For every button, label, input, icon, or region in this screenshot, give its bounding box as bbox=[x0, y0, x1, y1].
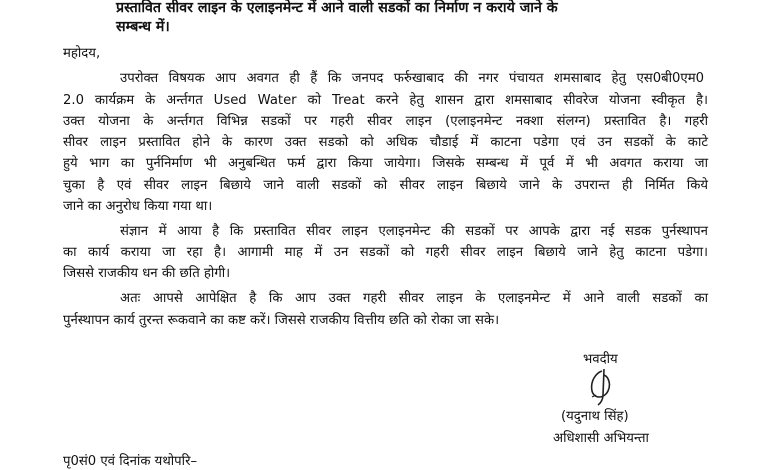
paragraph-2-line-3: जिससे राजकीय धन की छति होगी। bbox=[63, 266, 231, 281]
paragraph-1-line-7: जाने का अनुरोध किया गया था। bbox=[63, 199, 213, 214]
paragraph-1-line-1: उपरोक्त विषयक आप अवगत ही हैं कि जनपद फर्रुखाबाद की नगर पंचायत शमसाबाद हेतु एस0बी0एम0 bbox=[120, 71, 704, 86]
reference-line: पृ0सं0 एवं दिनांक यथोपरि– bbox=[63, 454, 198, 469]
paragraph-3-line-1: अतः आपसे आपेक्षित है कि आप उक्त गहरी सीवर लाइन के एलाइनमेन्ट में आने वाली सडकों का bbox=[120, 291, 708, 306]
paragraph-1-line-5: हुये भाग का पुर्ननिर्माण भी अनुबन्धित फर्म द्वारा किया जायेगा। जिसके सम्बन्ध में पूर्व में भी अवगत कराया जा bbox=[63, 156, 708, 171]
paragraph-1-line-4: सीवर लाइन प्रस्तावित होने के कारण उक्त सडको को अधिक चौडाई में काटना पडेगा एवं उन सडकों के काटे bbox=[63, 135, 708, 150]
paragraph-2-line-1: संज्ञान में आया है कि प्रस्तावित सीवर लाइन एलाइनमेन्ट की सडकों पर आपके द्वारा नई सडक पुर्नस्थापन bbox=[120, 224, 708, 239]
signatory-name: (यदुनाथ सिंह) bbox=[561, 409, 629, 424]
paragraph-1-line-6: चुका है एवं सीवर लाइन बिछाये जाने वाली सडकों को सीवर लाइन बिछाये जाने के उपरान्त ही निर्मित किये bbox=[63, 178, 708, 193]
paragraph-2-line-2: का कार्य कराया जा रहा है। आगामी माह में उन सडकों को गहरी सीवर लाइन बिछाये जाने हेतु काटना पडेगा। bbox=[63, 245, 708, 260]
closing-yours: भवदीय bbox=[583, 352, 618, 367]
salutation: महोदय, bbox=[63, 46, 101, 61]
subject-line-1: प्रस्तावित सीवर लाइन के एलाइनमेन्ट में आने वाली सडकों का निर्माण न कराये जाने के bbox=[116, 0, 558, 16]
signature-mark bbox=[578, 365, 626, 407]
paragraph-1-line-3: उक्त योजना के अर्न्तगत विभिन्न सडकों पर गहरी सीवर लाइन (एलाइनमेन्ट नक्शा संलग्न) प्रस्तावित है। गहरी bbox=[63, 114, 708, 129]
paragraph-3-line-2: पुर्नस्थापन कार्य तुरन्त रूकवाने का कष्ट करें। जिससे राजकीय वित्तीय छति को रोका जा सके। bbox=[63, 313, 500, 328]
signatory-designation: अधिशासी अभियन्ता bbox=[553, 431, 649, 446]
subject-line-2: सम्बन्ध में। bbox=[116, 19, 170, 35]
paragraph-1-line-2: 2.0 कार्यक्रम के अर्न्तगत Used Water को Treat करने हेतु शासन द्वारा शमसाबाद सीवरेज योजना स्वीकृत है। bbox=[63, 93, 708, 108]
